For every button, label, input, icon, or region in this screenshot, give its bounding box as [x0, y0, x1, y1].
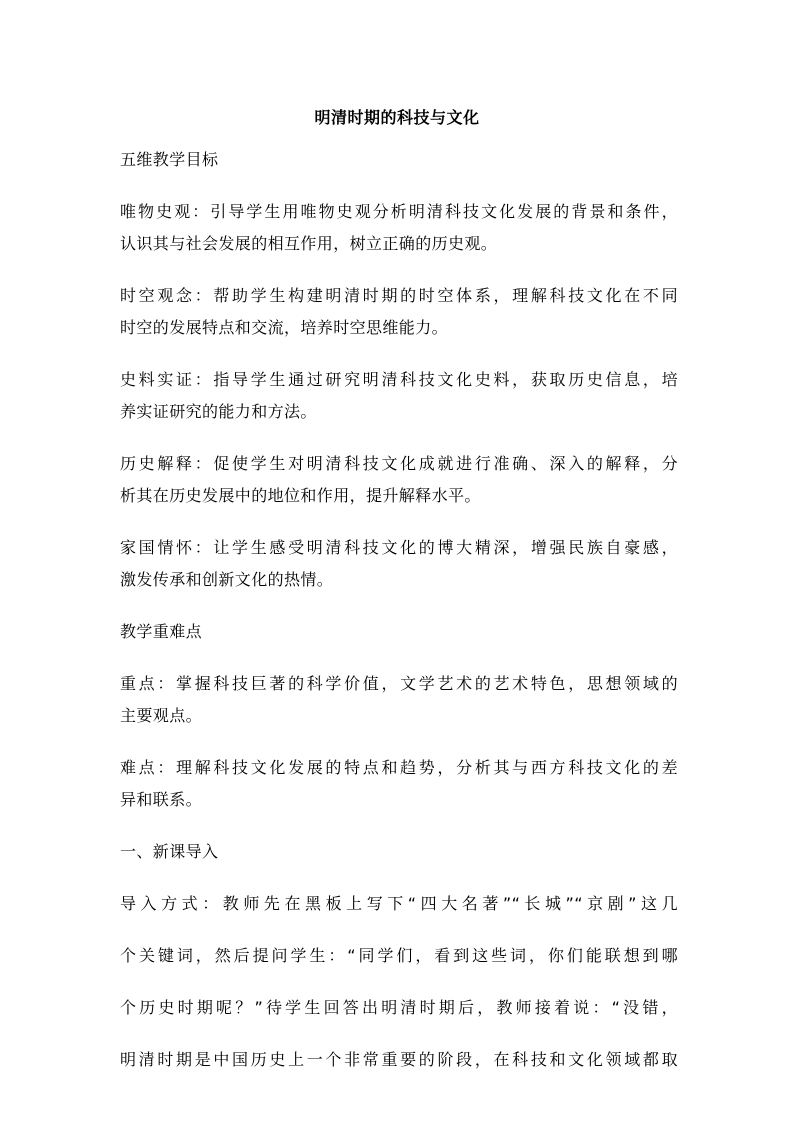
paragraph-gap — [120, 176, 678, 196]
paragraph-line: 个关键词，然后提问学生：“同学们，看到这些词，你们能联想到哪 — [120, 946, 678, 965]
line-gap — [120, 972, 678, 992]
paragraph-line: 历史解释：促使学生对明清科技文化成就进行准确、深入的解释，分 — [120, 454, 678, 473]
section-heading-key-points: 教学重难点 — [120, 622, 203, 641]
paragraph-line: 主要观点。 — [120, 706, 203, 725]
paragraph-gap — [120, 596, 678, 616]
paragraph-line: 难点：理解科技文化发展的特点和趋势，分析其与西方科技文化的差 — [120, 758, 678, 777]
paragraph-line: 析其在历史发展中的地位和作用，提升解释水平。 — [120, 486, 481, 505]
paragraph-gap — [120, 428, 678, 448]
paragraph-line: 时空的发展特点和交流，培养时空思维能力。 — [120, 318, 449, 337]
line-gap — [120, 920, 678, 940]
paragraph-line: 个历史时期呢？”待学生回答出明清时期后，教师接着说：“没错， — [120, 998, 678, 1017]
paragraph-line: 异和联系。 — [120, 790, 203, 809]
line-gap — [120, 1024, 678, 1044]
paragraph-gap — [120, 816, 678, 836]
paragraph-line: 认识其与社会发展的相互作用，树立正确的历史观。 — [120, 234, 498, 253]
paragraph-line: 史料实证：指导学生通过研究明清科技文化史料，获取历史信息，培 — [120, 370, 678, 389]
paragraph-line: 时空观念：帮助学生构建明清时期的时空体系，理解科技文化在不同 — [120, 286, 678, 305]
paragraph-line: 明清时期是中国历史上一个非常重要的阶段，在科技和文化领域都取 — [120, 1050, 678, 1069]
paragraph-gap — [120, 732, 678, 752]
paragraph-gap — [120, 648, 678, 668]
paragraph-line: 唯物史观：引导学生用唯物史观分析明清科技文化发展的背景和条件， — [120, 202, 678, 221]
section-heading-objectives: 五维教学目标 — [120, 150, 219, 169]
paragraph-gap — [120, 868, 678, 888]
paragraph-line: 激发传承和创新文化的热情。 — [120, 570, 334, 589]
paragraph-line: 养实证研究的能力和方法。 — [120, 402, 317, 421]
page-title: 明清时期的科技与文化 — [314, 108, 480, 127]
section-heading-introduction: 一、新课导入 — [120, 842, 219, 861]
paragraph-line: 导入方式：教师先在黑板上写下“四大名著”“长城”“京剧”这几 — [120, 894, 678, 913]
paragraph-gap — [120, 344, 678, 364]
paragraph-line: 重点：掌握科技巨著的科学价值，文学艺术的艺术特色，思想领域的 — [120, 674, 678, 693]
paragraph-gap — [120, 260, 678, 280]
paragraph-gap — [120, 512, 678, 532]
paragraph-line: 家国情怀：让学生感受明清科技文化的博大精深，增强民族自豪感， — [120, 538, 678, 557]
document-body — [120, 144, 678, 1076]
